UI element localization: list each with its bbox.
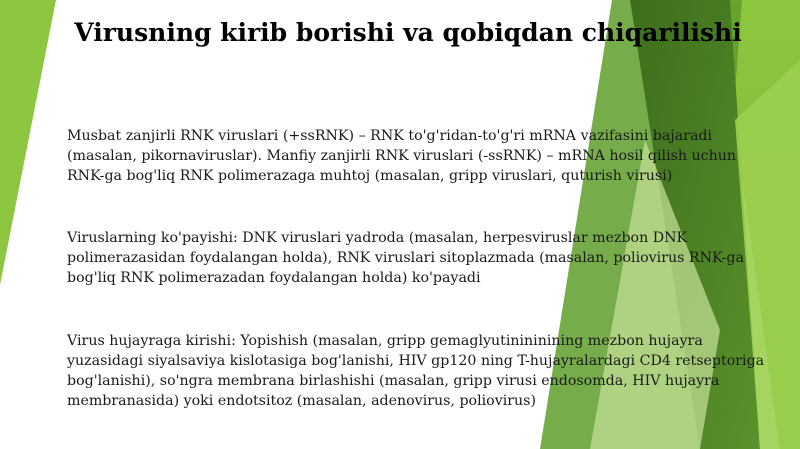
paragraph-virus-replication: Viruslarning ko'payishi: DNK viruslari yadroda (masalan, herpesviruslar mezbon DNK polimerazasidan foydalangan holda), RNK viruslari sitoplazmada (masalan, poliovirus RNK-ga bog'liq RNK polimerazadan foydalangan holda) ko'payadi	[67, 230, 744, 286]
slide-title: Virusning kirib borishi va qobiqdan chiqarilishi	[74, 18, 742, 47]
paragraph-virus-entry: Virus hujayraga kirishi: Yopishish (masalan, gripp gemaglyutinininining mezbon hujayra yuzasidagi siyalsaviya kislotasiga bog'lanishi, HIV gp120 ning T-hujayralardagi CD4 retseptoriga bog'lanishi), so'ngra membrana birlashishi (masalan, gripp virusi endosomda, HIV hujayra membranasida) yoki endotsitoz (masalan, adenovirus, poliovirus)	[67, 333, 765, 409]
paragraph-rna-viruses: Musbat zanjirli RNK viruslari (+ssRNK) – RNK to'g'ridan-to'g'ri mRNA vazifasini bajaradi (masalan, pikornaviruslar). Manfiy zanjirli RNK viruslari (-ssRNK) – mRNA hosil qilish uchun RNK-ga bog'liq RNK polimerazaga muhtoj (masalan, gripp viruslari, quturish virusi)	[67, 128, 737, 184]
